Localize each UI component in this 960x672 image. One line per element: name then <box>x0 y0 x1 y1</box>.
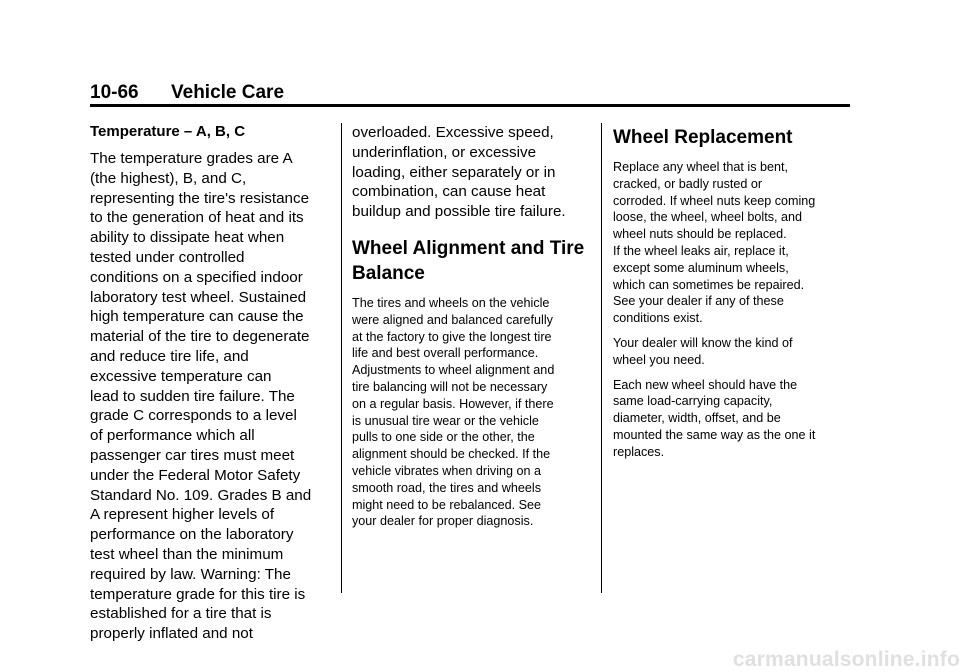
column-3 <box>613 123 853 461</box>
temperature-subheading: Temperature – A, B, C <box>90 123 246 140</box>
page-number: 10-66 <box>90 82 139 103</box>
column-1 <box>90 123 338 644</box>
wheel-replacement-paragraph-1: Replace any wheel that is bent, cracked, or badly rusted or corroded. If wheel nuts keep coming loose, the wheel, wheel bolts, and wheel nuts should be replaced. If the wheel leaks air, replace it, except some aluminum wheels, which can sometimes be repaired. See your dealer if any of these conditions exist. <box>613 160 816 326</box>
wheel-alignment-heading: Wheel Alignment and Tire Balance <box>352 237 585 284</box>
column-divider-1 <box>341 123 342 593</box>
temperature-paragraph: The temperature grades are A (the highest), B, and C, representing the tire's resistance to the generation of heat and its ability to dissipate heat when tested under controlled conditions on a specified indoor laboratory test wheel. Sustained high temperature can cause the material of the tire to degenerate and reduce tire life, and excessive temperature can lead to sudden tire failure. The grade C corresponds to a level of performance which all passenger car tires must meet under the Federal Motor Safety Standard No. 109. Grades B and A represent higher levels of performance on the laboratory test wheel than the minimum required by law. Warning: The temperature grade for this tire is established for a tire that is properly inflated and not <box>90 150 312 643</box>
wheel-replacement-paragraph-3: Each new wheel should have the same load-carrying capacity, diameter, width, offset, and be mounted the same way as the one it replaces. <box>613 377 816 459</box>
temperature-continuation: overloaded. Excessive speed, underinflation, or excessive loading, either separately or in combination, can cause heat buildup and possible tire failure. <box>352 124 566 221</box>
wheel-alignment-paragraph: The tires and wheels on the vehicle were aligned and balanced carefully at the factory to give the longest tire life and best overall performance. Adjustments to wheel alignment and tire balancing will not be necessary on a regular basis. However, if there is unusual tire wear or the vehicle pulls to one side or the other, the alignment should be checked. If the vehicle vibrates when driving on a smooth road, the tires and wheels might need to be rebalanced. See your dealer for proper diagnosis. <box>352 295 555 529</box>
wheel-replacement-paragraph-2: Your dealer will know the kind of wheel you need. <box>613 335 793 367</box>
header-rule <box>90 104 850 107</box>
wheel-replacement-heading: Wheel Replacement <box>613 127 793 148</box>
page-header <box>90 82 850 112</box>
column-2 <box>352 123 590 530</box>
watermark: carmanualsonline.info <box>732 648 960 671</box>
section-title: Vehicle Care <box>171 82 285 103</box>
column-divider-2 <box>601 123 602 593</box>
